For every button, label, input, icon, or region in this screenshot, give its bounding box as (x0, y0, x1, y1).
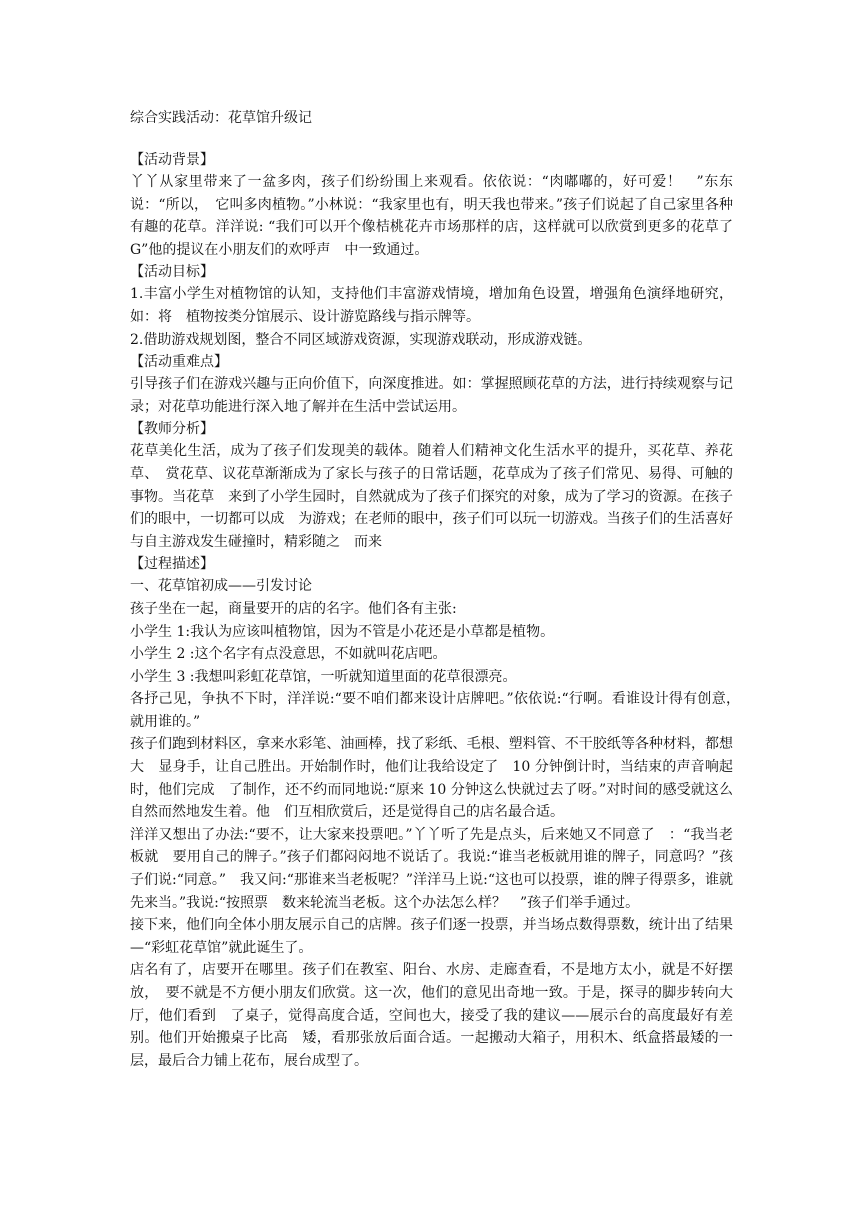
document-page (130, 107, 761, 1072)
paragraph-background: 丫丫从家里带来了一盆多肉，孩子们纷纷围上来观看。依依说：“肉嘟嘟的，好可爱！ ”东东说：“所以， 它叫多肉植物。”小林说：“我家里也有，明天我也带来。”孩子们说起了自己家里各种有趣的花草。洋洋说: “我们可以开个像桔桃花卉市场那样的店，这样就可以欣赏到更多的花草了 G”他的提议在小朋友们的欢呼声 中一致通过。 (130, 174, 747, 258)
paragraph-process-subtitle: 一、花草馆初成——引发讨论 (130, 578, 312, 595)
paragraph-goal-1: 1.丰富小学生对植物馆的认知，支持他们丰富游戏情境，增加角色设置，增强角色演绎地研究，如：将 植物按类分馆展示、设计游览路线与指示牌等。 (130, 286, 733, 325)
paragraph-goal-2: 2.借助游戏规划图，整合不同区域游戏资源，实现游戏联动，形成游戏链。 (130, 331, 592, 348)
section-heading-goals: 【活动目标】 (130, 264, 214, 281)
paragraph-location: 店名有了，店要开在哪里。孩子们在教室、阳台、水房、走廊查看，不是地方太小，就是不好摆放， 要不就是不方便小朋友们欣赏。这一次，他们的意见出奇地一致。于是，探寻的脚步转向大厅，他们看到 了桌子，觉得高度合适，空间也大，接受了我的建议——展示台的高度最好有差别。他们开始搬桌子比高 矮，看那张放后面合适。一起搬动大箱子，用积木、纸盒搭最矮的一层，最后合力铺上花布，展台成型了。 (130, 962, 733, 1069)
paragraph-student-3: 小学生 3 :我想叫彩虹花草馆，一听就知道里面的花草很漂亮。 (130, 668, 517, 685)
paragraph-vote: 洋洋又想出了办法:“要不，让大家来投票吧。”丫丫听了先是点头，后来她又不同意了 ：“我当老板就 要用自己的牌子。”孩子们都闷闷地不说话了。我说:“谁当老板就用谁的牌子，同意吗？”孩子们说:“同意。” 我又问:“那谁来当老板呢？”洋洋马上说:“这也可以投票，谁的牌子得票多，谁就先来当。”我说:“按照票 数来轮流当老板。这个办法怎么样？ ”孩子们举手通过。 (130, 826, 733, 911)
paragraph-student-2: 小学生 2 :这个名字有点没意思，不如就叫花店吧。 (130, 646, 447, 663)
section-heading-key-points: 【活动重难点】 (130, 354, 228, 371)
section-heading-background: 【活动背景】 (130, 152, 214, 168)
paragraph-materials: 孩子们跑到材料区，拿来水彩笔、油画棒，找了彩纸、毛根、塑料管、不干胶纸等各种材料，都想大 显身手，让自己胜出。开始制作时，他们让我给设定了 10 分钟倒计时，当结束的声音响起时，他们完成 了制作，还不约而同地说:“原来 10 分钟这么快就过去了呀。”对时间的感受就这么自然而然地发生着。他 们互相欣赏后，还是觉得自己的店名最合适。 (130, 736, 733, 821)
paragraph-key-points: 引导孩子们在游戏兴趣与正向价值下，向深度推进。如：掌握照顾花草的方法，进行持续观察与记 录；对花草功能进行深入地了解并在生活中尝试运用。 (130, 376, 747, 415)
paragraph-result: 接下来，他们向全体小朋友展示自己的店牌。孩子们逐一投票，并当场点数得票数，统计出了结果 —“彩虹花草馆”就此诞生了。 (130, 917, 761, 956)
section-heading-teacher-analysis: 【教师分析】 (130, 421, 214, 438)
document-title: 综合实践活动：花草馆升级记 (130, 110, 312, 126)
paragraph-student-1: 小学生 1:我认为应该叫植物馆，因为不管是小花还是小草都是植物。 (130, 623, 555, 640)
paragraph-teacher-analysis: 花草美化生活，成为了孩子们发现美的载体。随着人们精神文化生活水平的提升，买花草、养花草、 赏花草、议花草渐渐成为了家长与孩子的日常话题，花草成为了孩子们常见、易得、可触的事物。当花草 来到了小学生园时，自然就成为了孩子们探究的对象，成为了学习的资源。在孩子们的眼中，一切都可以成 为游戏；在老师的眼中，孩子们可以玩一切游戏。当孩子们的生活喜好与自主游戏发生碰撞时，精彩随之 而来 (130, 443, 733, 550)
paragraph-debate: 各抒己见，争执不下时，洋洋说:“要不咱们都来设计店牌吧。”依依说:“行啊。看谁设计得有创意， 就用谁的。” (130, 691, 747, 730)
section-heading-process: 【过程描述】 (130, 556, 214, 573)
paragraph-process-intro: 孩子坐在一起，商量要开的店的名字。他们各有主张: (130, 600, 457, 617)
